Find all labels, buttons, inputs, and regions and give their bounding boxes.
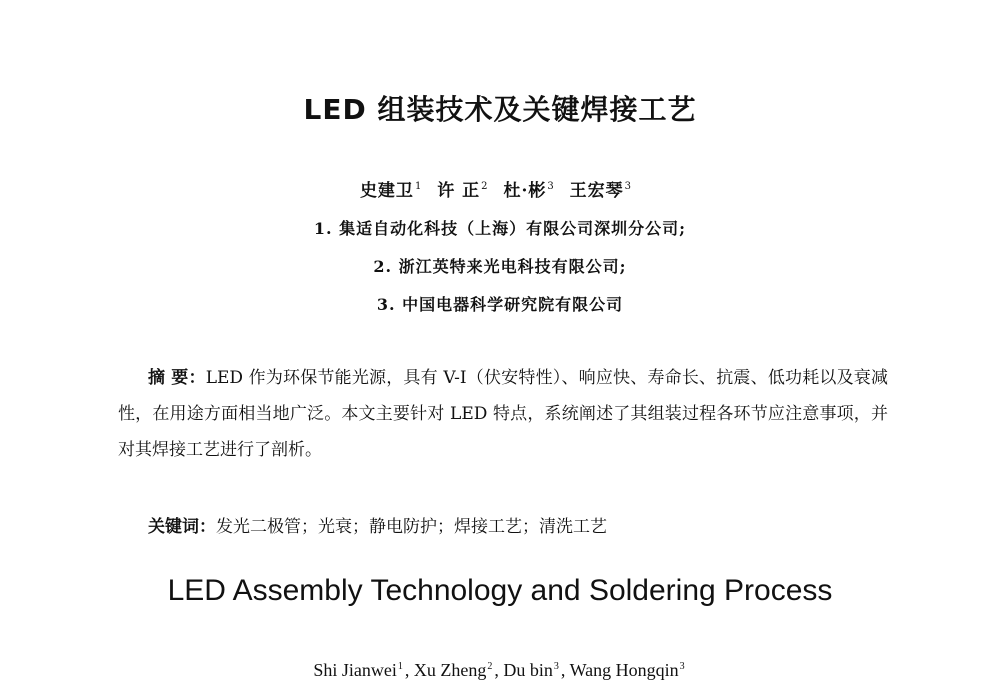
author-name: 杜·彬 [503, 181, 547, 201]
author-list-english [0, 660, 1000, 681]
keywords-label: 关键词： [148, 517, 216, 537]
author-separator: , [494, 660, 504, 680]
abstract-label: 摘 要： [148, 368, 206, 388]
affiliation-line: 1. 集适自动化科技（上海）有限公司深圳分公司; [313, 219, 687, 238]
abstract-text: LED 作为环保节能光源，具有 V-I（伏安特性）、响应快、寿命长、抗震、低功耗以及衰减性，在用途方面相当地广泛。本文主要针对 LED 特点，系统阐述了其组装过程各环节应注意事项，并对其焊接工艺进行了剖析。 [118, 368, 889, 460]
affiliation-line: 2. 浙江英特来光电科技有限公司; [373, 257, 627, 276]
author-name: Du bin [503, 660, 553, 680]
affiliation-marker: 3 [679, 661, 685, 672]
author-separator: , [560, 660, 570, 680]
author-name: Xu Zheng [413, 660, 487, 680]
keywords-line [148, 512, 888, 537]
affiliation-marker: 3 [553, 661, 559, 672]
author-list-chinese [0, 176, 1000, 201]
affiliation-marker: 1 [414, 181, 423, 193]
affiliation-marker: 3 [624, 181, 633, 193]
affiliation-marker: 1 [397, 661, 403, 672]
affiliation-marker: 3 [547, 181, 555, 193]
paper-title-chinese: LED 组装技术及关键焊接工艺 [303, 93, 697, 126]
abstract-paragraph [118, 360, 888, 468]
author-name: 史建卫 [359, 181, 414, 201]
keywords-text: 发光二极管；光衰；静电防护；焊接工艺；清洗工艺 [216, 517, 607, 537]
affiliation-marker: 2 [481, 181, 489, 193]
author-name: 许 正 [437, 181, 481, 201]
affiliation-line: 3. 中国电器科学研究院有限公司 [376, 295, 624, 314]
author-separator: , [404, 660, 414, 680]
affiliation-marker: 2 [487, 661, 493, 672]
author-name: Shi Jianwei [313, 660, 397, 680]
paper-title-english: LED Assembly Technology and Soldering Process [167, 574, 833, 607]
author-name: 王宏琴 [569, 181, 624, 201]
author-name: Wang Hongqin [569, 660, 679, 680]
